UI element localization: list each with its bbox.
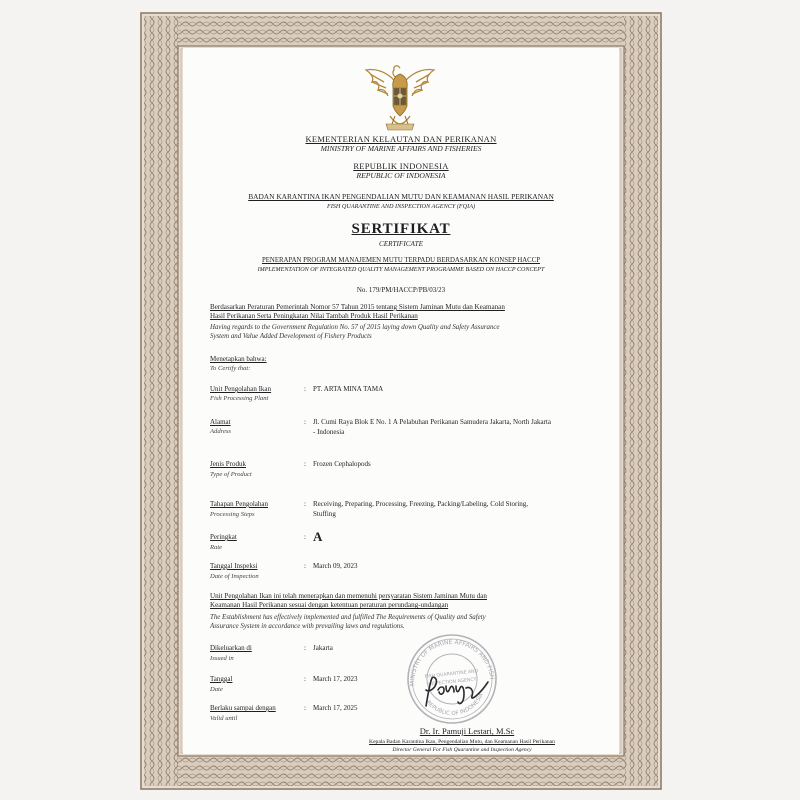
preamble-en-line-1: Having regards to the Government Regulation No. 57 of 2015 laying down Quality and Safety Assurance [210, 324, 500, 331]
issued-label-id: Dikeluarkan di [210, 644, 252, 652]
statement-en-line-1: The Establishment has effectively implemented and fulfilled The Requirements of Quality and Safety [210, 614, 486, 621]
address-value-line-1: Jl. Cumi Raya Blok E No. 1 A Pelabuhan Perikanan Samudera Jakarta, North Jakarta [313, 418, 551, 426]
seal-bottom-text: REPUBLIC OF INDONESIA [424, 692, 485, 717]
seal-inner-text-2: INSPECTION AGENCY [428, 677, 477, 688]
colon: : [304, 500, 306, 508]
certify-label-id: Menetapkan bahwa: [210, 355, 267, 363]
certificate-title: SERTIFIKAT [351, 221, 451, 237]
statement-en [210, 613, 596, 631]
valid-value: March 17, 2025 [313, 704, 358, 712]
statement-en-line-2: Assurance System in accordance with prevailing laws and regulations. [210, 623, 405, 630]
date-label-en: Date [210, 686, 223, 693]
preamble-id [210, 303, 596, 322]
colon: : [304, 533, 306, 541]
rating-label-id: Peringkat [210, 533, 237, 541]
steps-label-id: Tahapan Pengolahan [210, 500, 269, 508]
signatory-title-id: Kepala Badan Karantina Ikan, Pengendalian Mutu, dan Keamanan Hasil Perikanan [369, 739, 555, 745]
statement-id-line-1: Unit Pengolahan Ikan ini telah menerapkan dan memenuhi persyaratan Sistem Jaminan Mutu dan [210, 592, 487, 600]
plant-label-en: Fish Processing Plant [210, 395, 269, 402]
colon: : [304, 460, 306, 468]
product-value: Frozen Cephalopods [313, 460, 371, 468]
colon: : [304, 704, 306, 712]
ministry-name-id: KEMENTERIAN KELAUTAN DAN PERIKANAN [305, 134, 497, 144]
seal-inner-text-1: FISH QUARANTINE AND [424, 669, 479, 680]
agency-name-id: BADAN KARANTINA IKAN PENGENDALIAN MUTU DAN KEAMANAN HASIL PERIKANAN [248, 192, 554, 201]
handwritten-signature-icon [418, 672, 500, 710]
issued-label-en: Issued in [210, 655, 234, 662]
ministry-name-en: MINISTRY OF MARINE AFFAIRS AND FISHERIES [320, 144, 482, 153]
colon: : [304, 644, 306, 652]
valid-label-en: Valid until [210, 715, 238, 722]
product-label-en: Type of Product [210, 471, 252, 478]
address-label-en: Address [210, 428, 232, 435]
steps-label-en: Processing Steps [210, 511, 255, 518]
preamble-id-line-2: Hasil Perikanan Serta Peningkatan Nilai Tambah Produk Hasil Perikanan [210, 312, 418, 321]
colon: : [304, 385, 306, 393]
colon: : [304, 675, 306, 683]
inspection-value: March 09, 2023 [313, 562, 358, 570]
preamble-id-line-1: Berdasarkan Peraturan Pemerintah Nomor 57 Tahun 2015 tentang Sistem Jaminan Mutu dan Keamanan [210, 303, 505, 311]
address-value-line-2: - Indonesia [313, 428, 345, 436]
valid-label-id: Berlaku sampai dengan [210, 704, 276, 712]
agency-name-en: FISH QUARANTINE AND INSPECTION AGENCY (FQIA) [326, 203, 476, 210]
seal-outer-text: MINISTRY OF MARINE AFFAIRS AND FISHERIES [409, 638, 496, 687]
inspection-label-en: Date of Inspection [210, 573, 259, 580]
garuda-emblem-icon [362, 62, 438, 134]
statement-id-line-2: Keamanan Hasil Perikanan sesuai dengan ketentuan peraturan perundang-undangan [210, 601, 449, 610]
colon: : [304, 418, 306, 426]
product-label-id: Jenis Produk [210, 460, 246, 468]
republic-name-en: REPUBLIC OF INDONESIA [356, 171, 446, 180]
program-title-id: PENERAPAN PROGRAM MANAJEMEN MUTU TERPADU BERDASARKAN KONSEP HACCP [261, 257, 541, 264]
program-title-en: IMPLEMENTATION OF INTEGRATED QUALITY MANAGEMENT PROGRAMME BASED ON HACCP CONCEPT [257, 267, 545, 273]
certificate-number: No. 179/PM/HACCP/PB/03/23 [356, 286, 446, 294]
steps-value-line-1: Receiving, Preparing, Processing, Freezing, Packing/Labeling, Cold Storing, [313, 500, 529, 508]
address-label-id: Alamat [210, 418, 231, 426]
rating-value: A [313, 529, 323, 544]
steps-value-line-2: Stuffing [313, 510, 336, 518]
colon: : [304, 562, 306, 570]
plant-label-id: Unit Pengolahan Ikan [210, 385, 272, 393]
signatory-title-en: Director General For Fish Quarantine and Inspection Agency [392, 747, 532, 753]
issued-value: Jakarta [313, 644, 333, 652]
inspection-label-id: Tanggal Inspeksi [210, 562, 258, 570]
republic-name-id: REPUBLIK INDONESIA [353, 161, 449, 171]
plant-value: PT. ARTA MINA TAMA [313, 385, 384, 393]
date-label-id: Tanggal [210, 675, 233, 683]
certificate-subtitle: CERTIFICATE [378, 240, 424, 248]
rating-label-en: Rate [210, 544, 223, 551]
preamble-en-line-2: System and Value Added Development of Fishery Products [210, 333, 372, 340]
certify-label-en: To Certify that: [210, 365, 251, 372]
date-value: March 17, 2023 [313, 675, 358, 683]
signatory-name: Dr. Ir. Pamuji Lestari, M.Sc [419, 726, 515, 736]
preamble-en [210, 323, 596, 341]
statement-id [210, 592, 596, 611]
